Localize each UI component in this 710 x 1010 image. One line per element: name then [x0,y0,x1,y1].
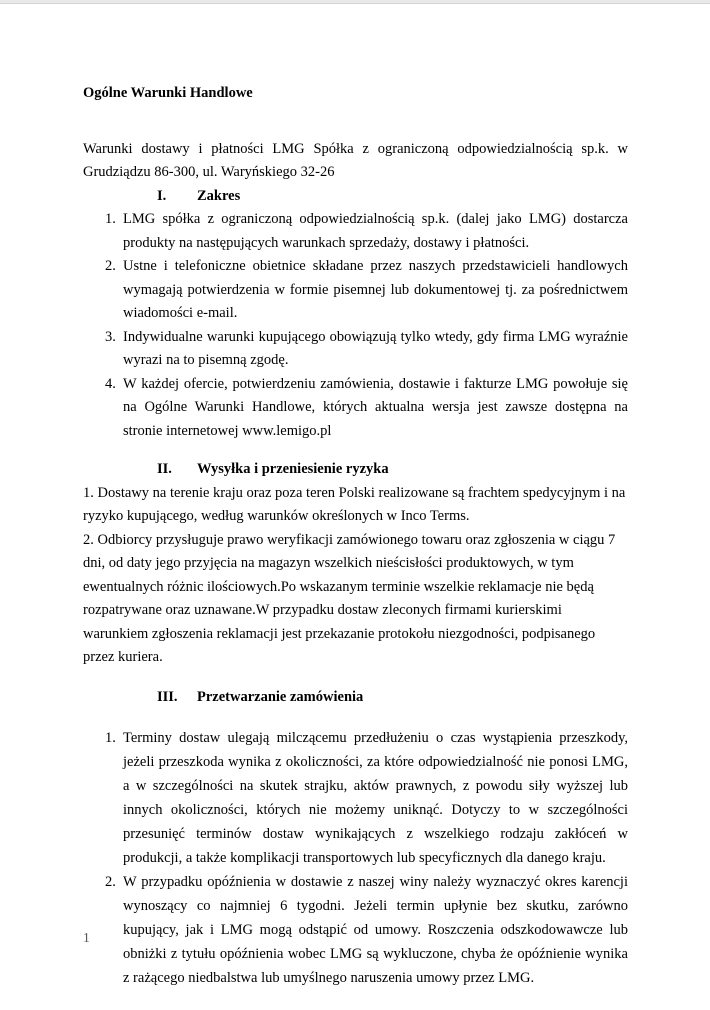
paragraph: 1. Dostawy na terenie kraju oraz poza teren Polski realizowane są frachtem spedycyjnym i na ryzyko kupującego, według warunków określonych w Inco Terms. [83,484,626,524]
section-i-list [83,208,628,443]
section-title-ii: Wysyłka i przeniesienie ryzyka [197,461,389,477]
section-heading-i [83,185,628,209]
section-heading-iii [83,686,628,710]
document-title: Ogólne Warunki Handlowe [83,85,253,101]
section-number-i: I. [157,187,167,204]
list-item-text: W każdej ofercie, potwierdzeniu zamówienia, dostawie i fakturze LMG powołuje się na Ogólne Warunki Handlowe, których aktualna wersja jest zawsze dostępna na stronie internetowej www.lemigo.pl [123,375,628,439]
list-item [83,326,628,373]
list-item-text: Ustne i telefoniczne obietnice składane przez naszych przedstawicieli handlowych wymagają potwierdzenia w formie pisemnej lub dokumentowej tj. za pośrednictwem wiadomości e-mail. [123,258,628,321]
section-title-i: Zakres [197,187,241,204]
list-item [83,373,628,444]
list-item-number: 1. [105,211,116,227]
section-ii-body [83,482,628,670]
section-iii-list [83,726,628,990]
list-item-number: 2. [105,258,116,274]
list-item [83,726,628,870]
list-item [83,255,628,326]
section-heading-ii [83,458,628,482]
page-number: 1 [83,930,90,945]
paragraph: 2. Odbiorcy przysługuje prawo weryfikacji zamówionego towaru oraz zgłoszenia w ciągu 7 dni, od daty jego przyjęcia na magazyn wszelkich nieścisłości produktowych, w tym ewentualnych różnic ilościowych.Po wskazanym terminie wszelkie reklamacje nie będą rozpatrywane oraz uznawane.W przypadku dostaw zleconych firmami kurierskimi warunkiem zgłoszenia reklamacji jest przekazanie protokołu niezgodności, podpisanego przez kuriera. [83,531,616,665]
list-item [83,870,628,990]
section-number-iii: III. [157,688,178,705]
list-item-number: 3. [105,328,116,345]
list-item-number: 4. [105,375,116,392]
document-page [0,4,710,990]
list-item-text: LMG spółka z ograniczoną odpowiedzialnością sp.k. (dalej jako LMG) dostarcza produkty na następujących warunkach sprzedaży, dostawy i płatności. [123,211,628,251]
list-item-text: Indywidualne warunki kupującego obowiązują tylko wtedy, gdy firma LMG wyraźnie wyrazi na to pisemną zgodę. [123,328,628,368]
list-item-number: 2. [105,874,116,890]
list-item [83,208,628,255]
list-item-number: 1. [105,730,116,746]
list-item-text: W przypadku opóźnienia w dostawie z naszej winy należy wyznaczyć okres karencji wynoszący co najmniej 6 tygodni. Jeżeli termin upłynie bez skutku, zarówno kupujący, jak i LMG mogą odstąpić od umowy. Roszczenia odszkodowawcze lub obniżki z tytułu opóźnienia wobec LMG są wykluczone, chyba że opóźnienie wynika z rażącego niedbalstwa lub umyślnego naruszenia umowy przez LMG. [123,874,628,986]
list-item-text: Terminy dostaw ulegają milczącemu przedłużeniu o czas wystąpienia przeszkody, jeżeli przeszkoda wynika z okoliczności, za które odpowiedzialność nie ponosi LMG, a w szczególności na skutek strajku, aktów prawnych, z powodu siły wyższej lub innych okoliczności, których nie możemy uniknąć. Dotyczy to w szczególności przesunięć terminów dostaw wynikających z wszelkiego rodzaju zakłóceń w produkcji, a także komplikacji transportowych lub specyficznych dla danego kraju. [123,730,628,866]
section-title-iii: Przetwarzanie zamówienia [197,688,364,705]
intro-paragraph: Warunki dostawy i płatności LMG Spółka z ograniczoną odpowiedzialnością sp.k. w Grudziądzu 86-300, ul. Waryńskiego 32-26 [83,140,628,180]
section-number-ii: II. [157,461,172,477]
